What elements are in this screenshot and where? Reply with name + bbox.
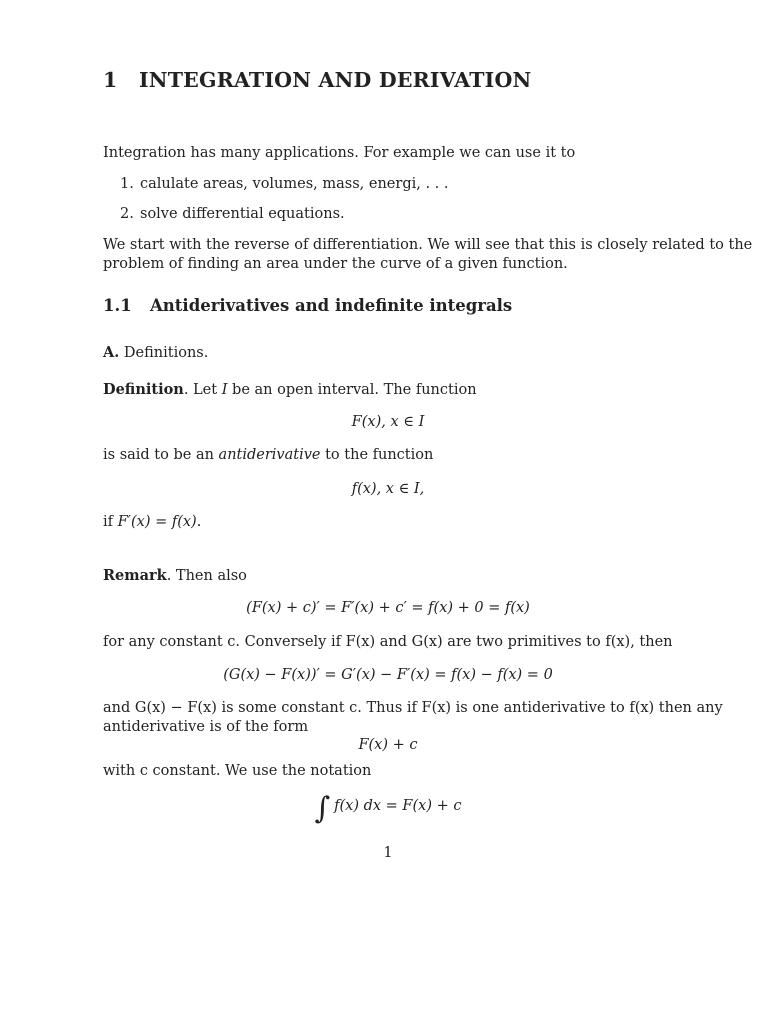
list-item [120, 175, 449, 194]
list-item-text: solve differential equations. [140, 206, 345, 222]
part-a-text: Definitions. [123, 345, 209, 361]
display-equation: (F(x) + c)′ = F′(x) + c′ = f(x) + 0 = f(x) [246, 600, 530, 616]
section-number: 1 [103, 68, 118, 92]
part-a-line [103, 343, 208, 363]
subsection-title: Antiderivatives and indefinite integrals [150, 296, 513, 315]
remark-line: with c constant. We use the notation [103, 763, 372, 779]
list-item [120, 205, 345, 224]
remark-text: . Then also [166, 568, 247, 584]
remark-line: and G(x) − F(x) is some constant c. Thus if F(x) is one antiderivative to f(x) then any [103, 700, 723, 716]
list-marker: 2. [120, 206, 134, 222]
paragraph-line: We start with the reverse of differentiation. We will see that this is closely related to the [103, 237, 753, 253]
section-heading [103, 68, 531, 92]
subsection-heading [103, 296, 512, 315]
remark-label: Remark [103, 567, 167, 584]
definition-text: be an open interval. The function [227, 382, 477, 398]
remark-line: antiderivative is of the form [103, 719, 309, 735]
subsection-number: 1.1 [103, 296, 132, 315]
list-marker: 1. [120, 176, 134, 192]
display-equation: F(x) + c [358, 737, 418, 753]
display-equation: F(x), x ∈ I [351, 414, 425, 430]
section-title: INTEGRATION AND DERIVATION [139, 68, 532, 92]
remark-line [103, 566, 247, 586]
math-variable: I [221, 382, 228, 398]
definition-text: to the function [320, 447, 434, 463]
definition-line [103, 513, 201, 532]
part-a-label: A. [103, 344, 120, 361]
page-number: 1 [383, 845, 393, 861]
definition-line [103, 380, 477, 400]
list-item-text: calulate areas, volumes, mass, energi, . . . [140, 176, 449, 192]
integral-expression: f(x) dx = F(x) + c [334, 798, 462, 814]
integral-sign: ∫ [314, 791, 331, 826]
display-equation: f(x), x ∈ I, [351, 481, 425, 497]
inline-math: F′(x) = f(x) [117, 514, 197, 530]
definition-line [103, 446, 433, 465]
display-equation: (G(x) − F(x))′ = G′(x) − F′(x) = f(x) − f(x) = 0 [223, 667, 553, 683]
definition-text: if [103, 514, 118, 530]
definition-label: Definition [103, 381, 184, 398]
paragraph-line: problem of finding an area under the curve of a given function. [103, 256, 568, 272]
emphasis-term: antiderivative [218, 447, 321, 463]
integral-equation [0, 791, 768, 826]
remark-line: for any constant c. Conversely if F(x) and G(x) are two primitives to f(x), then [103, 634, 673, 650]
definition-text: . Let [183, 382, 222, 398]
intro-paragraph: Integration has many applications. For example we can use it to [103, 145, 576, 161]
definition-text: is said to be an [103, 447, 219, 463]
definition-text: . [196, 514, 202, 530]
